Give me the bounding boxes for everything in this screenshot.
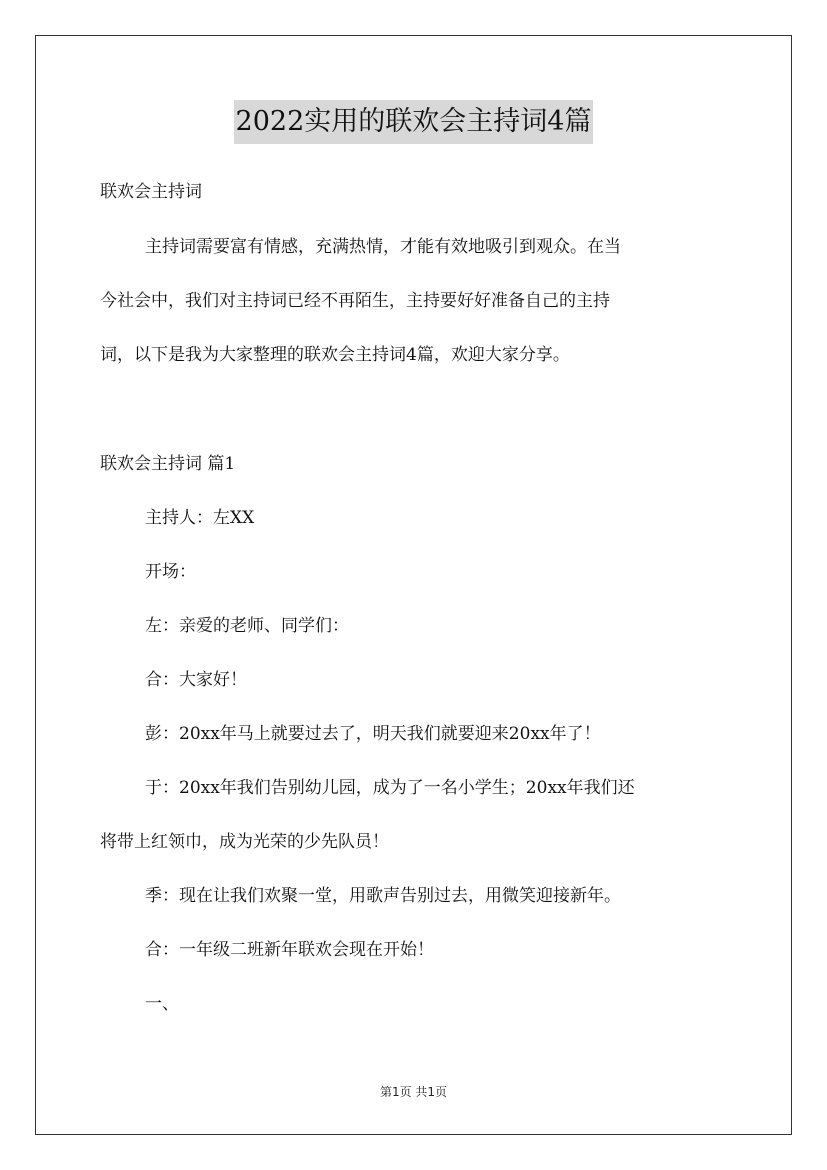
page-footer: 第1页 共1页 (379, 1085, 448, 1099)
intro-line-2: 今社会中，我们对主持词已经不再陌生，主持要好好准备自己的主持 (100, 291, 610, 311)
intro-line-3: 词，以下是我为大家整理的联欢会主持词4篇，欢迎大家分享。 (100, 345, 570, 365)
dialogue-line: 左：亲爱的老师、同学们： (145, 616, 349, 636)
part-heading: 联欢会主持词 篇1 (100, 454, 236, 474)
dialogue-line: 合：大家好！ (145, 670, 247, 690)
dialogue-line-continued: 将带上红领巾，成为光荣的少先队员！ (100, 832, 389, 852)
section-number: 一、 (145, 994, 179, 1014)
dialogue-line: 合：一年级二班新年联欢会现在开始！ (145, 940, 434, 960)
document-title: 2022实用的联欢会主持词4篇 (234, 100, 594, 144)
host-line: 主持人：左XX (145, 508, 255, 528)
intro-line-1: 主持词需要富有情感，充满热情，才能有效地吸引到观众。在当 (145, 237, 621, 257)
opening-line: 开场： (145, 562, 196, 582)
dialogue-line: 季：现在让我们欢聚一堂，用歌声告别过去，用微笑迎接新年。 (145, 886, 621, 906)
section-heading: 联欢会主持词 (100, 182, 202, 202)
title-container (0, 100, 827, 144)
dialogue-line: 于：20xx年我们告别幼儿园，成为了一名小学生；20xx年我们还 (145, 778, 635, 798)
dialogue-line: 彭：20xx年马上就要过去了，明天我们就要迎来20xx年了！ (145, 724, 601, 744)
